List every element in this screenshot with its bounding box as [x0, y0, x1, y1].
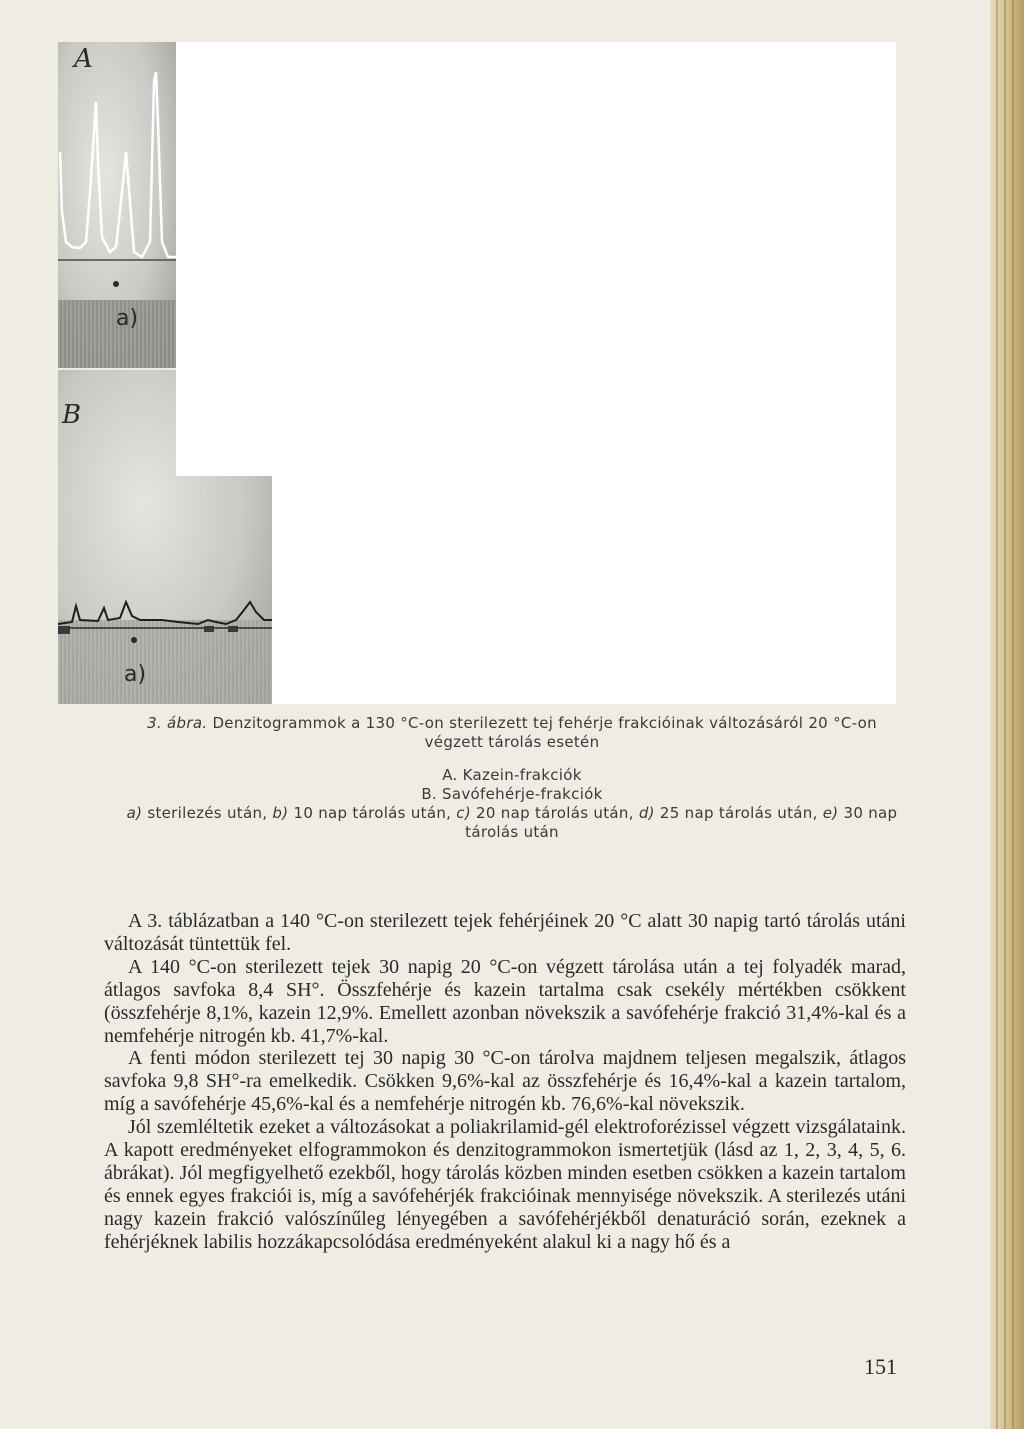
- legend-text: 25 nap tárolás után,: [654, 804, 823, 822]
- legend-text: sterilezés után,: [142, 804, 273, 822]
- figure-blank-region: [176, 42, 896, 476]
- caption-legend-line-1: [62, 804, 962, 822]
- panel-a-sub-label: a): [116, 306, 139, 331]
- caption-line-1: [62, 714, 962, 732]
- legend-text: 30 nap: [838, 804, 898, 822]
- figure-blank-region: [272, 476, 896, 704]
- caption-item-a: A. Kazein-frakciók: [442, 766, 582, 784]
- legend-label: a): [126, 804, 143, 822]
- legend-label: c): [456, 804, 471, 822]
- panel-label-a: A: [74, 44, 93, 74]
- legend-text: 20 nap tárolás után,: [470, 804, 639, 822]
- figure-3: [0, 0, 1000, 710]
- caption-title: Denzitogrammok a 130 °C-on sterilezett tej fehérje frakcióinak változásáról 20 °C-on: [207, 714, 877, 732]
- paragraph: A fenti módon sterilezett tej 30 napig 30 °C-on tárolva majdnem teljesen megalszik, átlagos savfoka 9,8 SH°-ra emelkedik. Csökken 9,6%-kal az összfehérje és 16,4%-kal a kazein tartalom, míg a savófehérje 45,6%-kal és a nemfehérje nitrogén kb. 76,6%-kal növekszik.: [104, 1047, 906, 1116]
- densitogram-photo-a: [58, 42, 176, 368]
- legend-label: d): [638, 804, 655, 822]
- caption-item-b: B. Savófehérje-frakciók: [421, 785, 603, 803]
- legend-label: b): [272, 804, 289, 822]
- caption-legend-line-2: tárolás után: [465, 823, 559, 841]
- paragraph: A 3. táblázatban a 140 °C-on sterilezett tejek fehérjéinek 20 °C alatt 30 napig tartó tárolás utáni változását tüntettük fel.: [104, 910, 906, 955]
- panel-b-sub-label: a): [124, 662, 147, 687]
- paragraph: Jól szemléltetik ezeket a változásokat a poliakrilamid-gél elektroforézissel végzett vizsgálataink. A kapott eredményeket elfogrammokon és denzitogrammokon ismertetjük (lásd az 1, 2, 3, 4, 5, 6. ábrákat). Jól megfigyelhető ezekből, hogy tárolás közben minden esetben csökken a kazein tartalom és ennek egyes frakciói is, míg a savófehérjék frakcióinak mennyisége növekszik. A sterilezés utáni nagy kazein frakció valószínűleg lényegében a savófehérjékből denaturáció során, ezeknek a fehérjéknek labilis hozzákapcsolódása eredményeként alakul ki a nagy hő és a: [104, 1116, 906, 1253]
- figure-number: 3. ábra.: [147, 714, 208, 732]
- body-text: [104, 910, 906, 1254]
- paragraph: A 140 °C-on sterilezett tejek 30 napig 20 °C-on végzett tárolása után a tej folyadék marad, átlagos savfoka 8,4 SH°. Összfehérje és kazein tartalma csak csekély mértékben csökkent (összfehérje 8,1%, kazein 12,9%. Emellett azonban növekszik a savófehérje frakció 31,4%-kal és a nemfehérje nitrogén kb. 41,7%-kal.: [104, 955, 906, 1047]
- panel-label-b: B: [62, 400, 82, 430]
- legend-text: 10 nap tárolás után,: [288, 804, 457, 822]
- caption-line-2: végzett tárolás esetén: [424, 733, 600, 751]
- page-number: 151: [864, 1354, 897, 1379]
- legend-label: e): [822, 804, 839, 822]
